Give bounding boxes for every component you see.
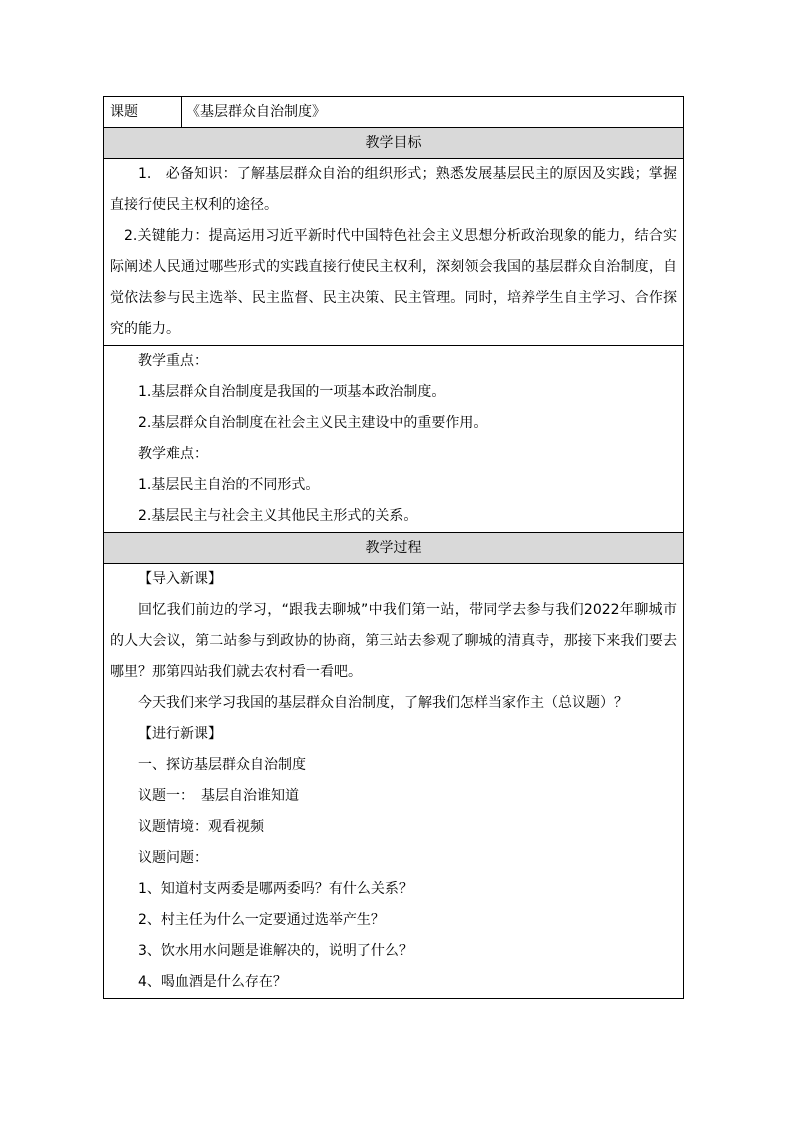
topic-situation: 议题情境：观看视频 xyxy=(138,819,264,835)
key-point-item: 1.基层群众自治制度是我国的一项基本政治制度。 xyxy=(138,384,446,400)
process-cell xyxy=(104,564,684,999)
process-row xyxy=(104,564,684,999)
key-point-item: 2.基层群众自治制度在社会主义民主建设中的重要作用。 xyxy=(138,415,488,431)
lesson-plan-table xyxy=(103,96,684,999)
topic-question-item: 2、村主任为什么一定要通过选举产生？ xyxy=(138,912,385,928)
topic-title: 《基层群众自治制度》 xyxy=(182,97,684,128)
topic-questions-label: 议题问题： xyxy=(138,850,208,866)
intro-text: 回忆我们前边的学习，“跟我去聊城”中我们第一站，带同学去参与我们2022年聊城市的人大会议，第二站参与到政协的协商，第三站去参观了聊城的清真寺，那接下来我们要去哪里？那第四站我们就去农村看一看吧。 xyxy=(110,602,677,680)
objectives-row xyxy=(104,159,684,346)
topic-question-item: 1、知道村支两委是哪两委吗？有什么关系？ xyxy=(138,881,413,897)
process-header: 教学过程 xyxy=(104,533,684,564)
objective-item: 1. 必备知识：了解基层群众自治的组织形式；熟悉发展基层民主的原因及实践；掌握直接行使民主权利的途径。 xyxy=(110,166,677,213)
intro-label: 【导入新课】 xyxy=(138,571,222,587)
topic-label: 课题 xyxy=(104,97,182,128)
objectives-header: 教学目标 xyxy=(104,128,684,159)
new-lesson-label: 【进行新课】 xyxy=(138,726,222,742)
topic-question-item: 4、喝血酒是什么存在？ xyxy=(138,974,287,990)
topic-one: 议题一： 基层自治谁知道 xyxy=(138,788,299,804)
key-points-cell xyxy=(104,346,684,533)
topic-question-item: 3、饮水用水问题是谁解决的，说明了什么？ xyxy=(138,943,413,959)
objectives-header-row xyxy=(104,128,684,159)
intro-question: 今天我们来学习我国的基层群众自治制度，了解我们怎样当家作主（总议题）？ xyxy=(138,695,628,711)
difficulties-label: 教学难点： xyxy=(138,446,208,462)
difficulty-item: 2.基层民主与社会主义其他民主形式的关系。 xyxy=(138,508,418,524)
section-one-heading: 一、探访基层群众自治制度 xyxy=(138,757,306,773)
objectives-cell xyxy=(104,159,684,346)
objective-item: 2.关键能力：提高运用习近平新时代中国特色社会主义思想分析政治现象的能力，结合实际阐述人民通过哪些形式的实践直接行使民主权利，深刻领会我国的基层群众自治制度，自觉依法参与民主选举、民主监督、民主决策、民主管理。同时，培养学生自主学习、合作探究的能力。 xyxy=(110,228,677,337)
key-points-label: 教学重点： xyxy=(138,353,208,369)
topic-row xyxy=(104,97,684,128)
key-points-row xyxy=(104,346,684,533)
process-header-row xyxy=(104,533,684,564)
difficulty-item: 1.基层民主自治的不同形式。 xyxy=(138,477,320,493)
